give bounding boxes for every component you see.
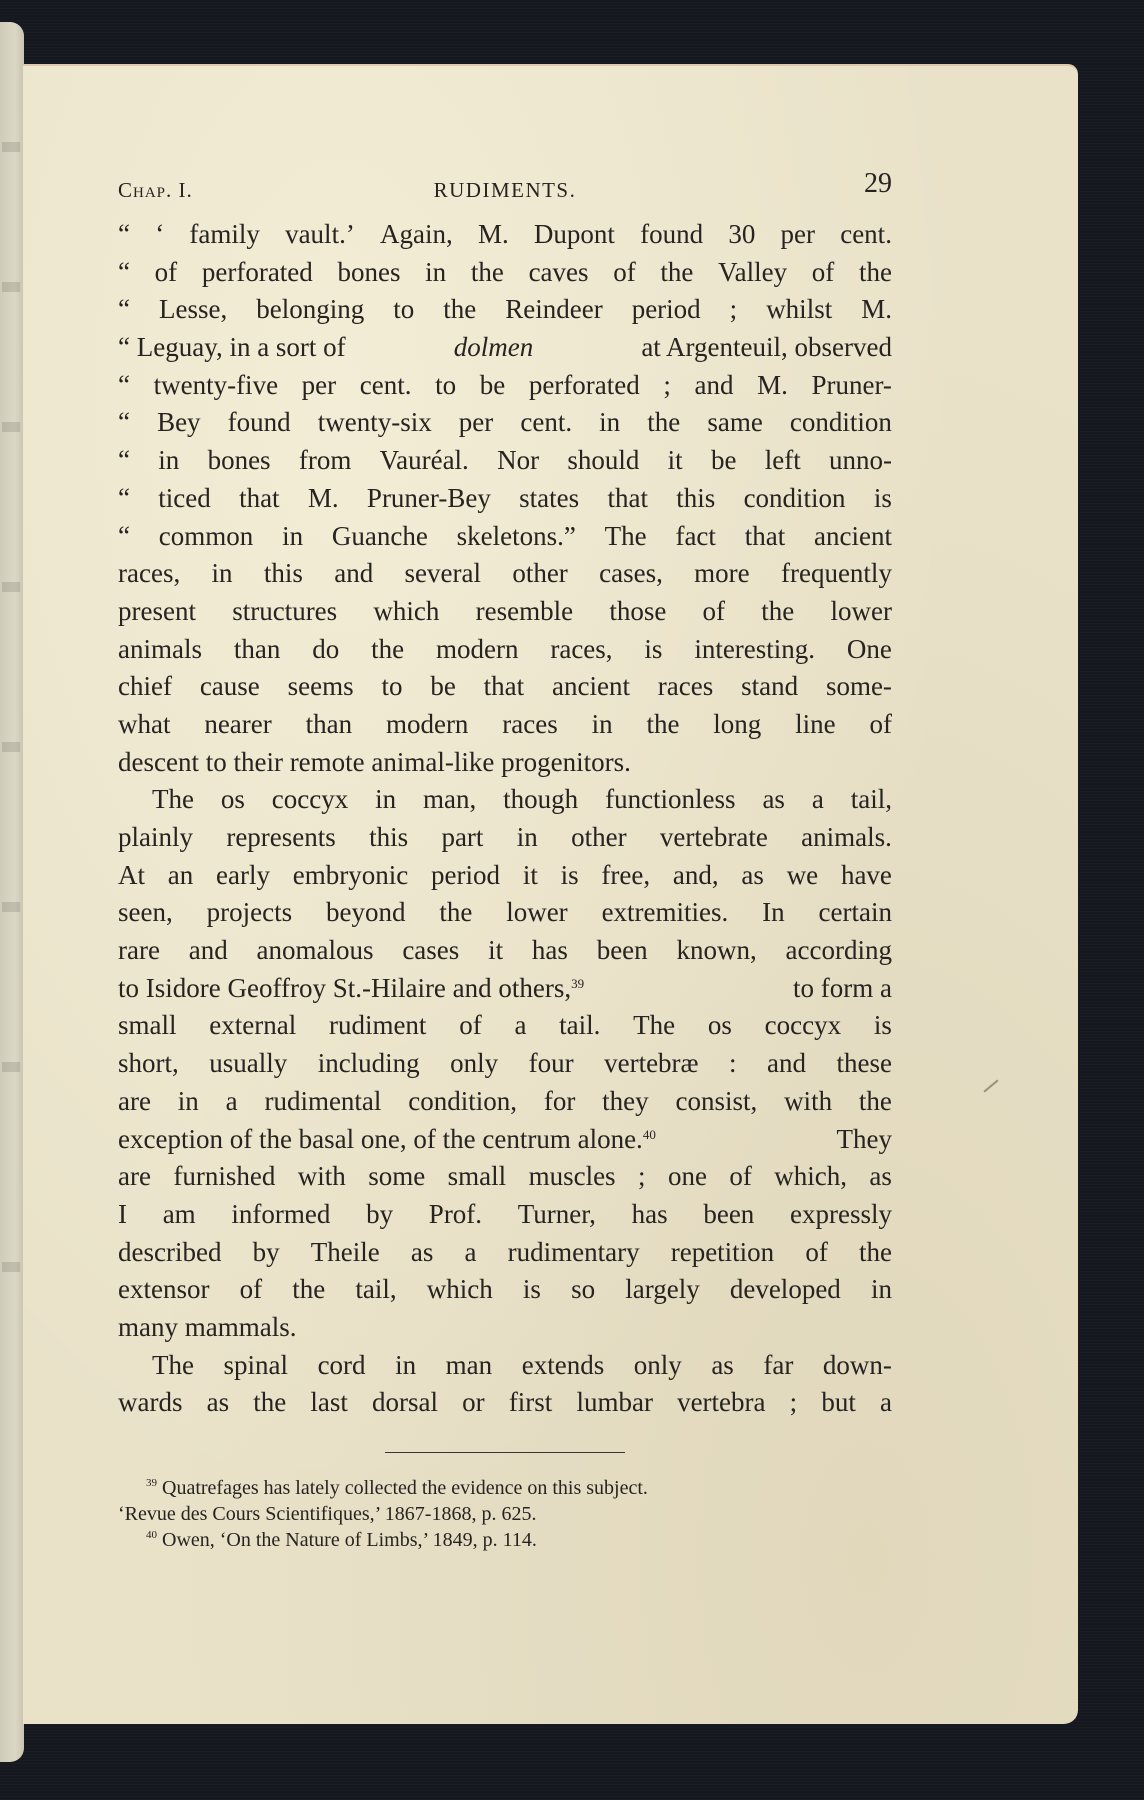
previous-page-edge (0, 22, 24, 1762)
bleed-through-mark (2, 142, 20, 152)
text-line: plainly represents this part in other vertebrate animals. (118, 822, 892, 852)
text-line: “ ‘ family vault.’ Again, M. Dupont found 30 per cent. (118, 219, 892, 249)
page-number: 29 (864, 168, 892, 199)
text-span: “ Leguay, in a sort of (118, 332, 346, 363)
text-line (118, 970, 892, 1008)
text-line: present structures which resemble those of the lower (118, 595, 892, 626)
running-head (118, 164, 892, 212)
bleed-through-mark (2, 1062, 20, 1072)
chapter-label: Chap. I. (118, 178, 193, 202)
page-text (118, 164, 892, 1553)
text-line: small external rudiment of a tail. The os coccyx is (118, 1010, 892, 1041)
text-line: “ Bey found twenty-six per cent. in the same condition (118, 407, 892, 438)
text-span: Owen, ‘On the Nature of Limbs,’ 1849, p. 114. (162, 1529, 537, 1551)
text-line: “ in bones from Vauréal. Nor should it be left unno- (118, 445, 892, 476)
footnote-39 (118, 1475, 892, 1501)
body-text (118, 216, 892, 1422)
text-line: “ twenty-five per cent. to be perforated ; and M. Pruner- (118, 369, 892, 400)
text-span: exception of the basal one, of the centrum alone.$^{40}$ (118, 1123, 656, 1154)
footnote-ref-39[interactable]: 39 (571, 975, 585, 991)
section-title: RUDIMENTS. (433, 178, 577, 202)
text-line: chief cause seems to be that ancient races stand some- (118, 671, 892, 702)
text-span: to form a (793, 972, 892, 1003)
text-span: They (836, 1123, 892, 1154)
text-line: “ Lesse, belonging to the Reindeer period ; whilst M. (118, 294, 892, 325)
bleed-through-mark (2, 742, 20, 752)
text-line: are furnished with some small muscles ; one of which, as (118, 1161, 892, 1192)
text-line: animals than do the modern races, is interesting. One (118, 633, 892, 664)
text-line: are in a rudimental condition, for they consist, with the (118, 1085, 892, 1116)
text-span: $^{39}$ Quatrefages has lately collected the evidence on this subject. (146, 1477, 648, 1499)
text-line: races, in this and several other cases, more frequently (118, 558, 892, 589)
text-line: descent to their remote animal-like progenitors. (118, 746, 631, 777)
text-line (118, 329, 892, 367)
text-line: At an early embryonic period it is free, and, as we have (118, 859, 892, 890)
bleed-through-mark (2, 902, 20, 912)
footnote-mark: 39 (146, 1477, 157, 1489)
text-line: wards as the last dorsal or first lumbar vertebra ; but a (118, 1387, 892, 1418)
text-line: rare and anomalous cases it has been known, according (118, 935, 892, 966)
italic-term: dolmen (453, 332, 534, 363)
text-line: what nearer than modern races in the long line of (118, 708, 892, 739)
text-line: short, usually including only four vertebræ : and these (118, 1048, 892, 1079)
footnote-ref-40[interactable]: 40 (642, 1126, 656, 1142)
text-line: The os coccyx in man, though functionless as a tail, (152, 784, 892, 815)
text-line: The spinal cord in man extends only as far down- (152, 1349, 892, 1380)
text-line: extensor of the tail, which is so largely developed in (118, 1274, 892, 1305)
footnotes (118, 1475, 892, 1553)
text-line (118, 1121, 892, 1159)
footnote-40 (118, 1527, 892, 1553)
text-line: I am informed by Prof. Turner, has been expressly (118, 1198, 892, 1229)
footnote-mark: 40 (146, 1529, 157, 1541)
text-line: “ of perforated bones in the caves of the Valley of the (118, 256, 892, 287)
bleed-through-mark (2, 1262, 20, 1272)
footnote-39-continuation: ‘Revue des Cours Scientifiques,’ 1867-1868, p. 625. (118, 1503, 537, 1525)
text-line: described by Theile as a rudimentary repetition of the (118, 1236, 892, 1267)
text-line: “ common in Guanche skeletons.” The fact that ancient (118, 520, 892, 551)
text-line: seen, projects beyond the lower extremities. In certain (118, 897, 892, 928)
text-span: at Argenteuil, observed (641, 332, 892, 363)
text-span: to Isidore Geoffroy St.-Hilaire and others,$^{39}$ (118, 972, 585, 1003)
footnote-divider (385, 1452, 625, 1453)
bleed-through-mark (2, 282, 20, 292)
bleed-through-mark (2, 582, 20, 592)
text-line: “ ticed that M. Pruner-Bey states that this condition is (118, 482, 892, 513)
bleed-through-mark (2, 422, 20, 432)
text-line: many mammals. (118, 1311, 297, 1342)
